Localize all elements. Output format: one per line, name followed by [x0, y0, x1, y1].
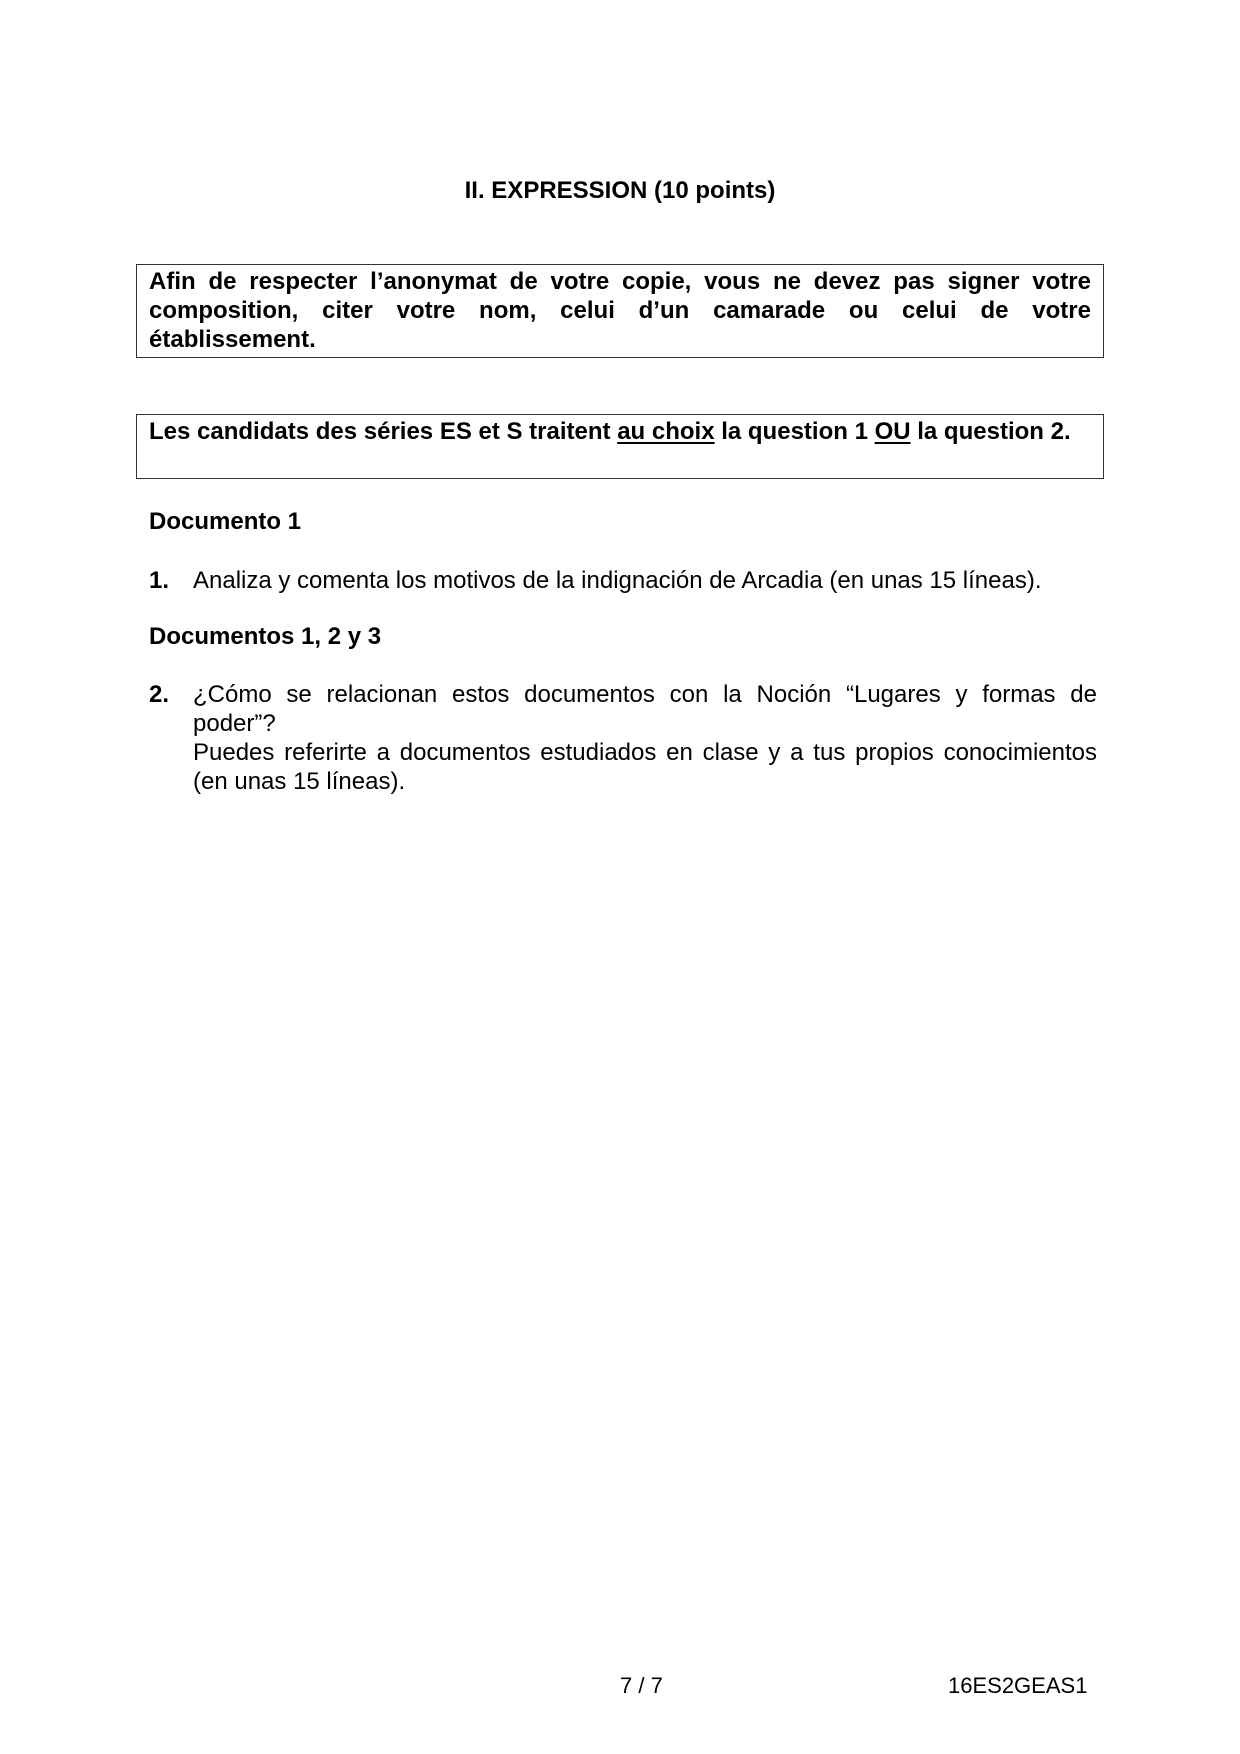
choice-text-part3: la question 2. [910, 418, 1071, 445]
choice-text-part1: Les candidats des séries ES et S traitent [149, 418, 618, 445]
question-choice-box [136, 414, 1104, 479]
question-2-followup: Puedes referirte a documentos estudiados en clase y a tus propios conocimientos (en unas 15 líneas). [193, 739, 1097, 795]
anonymity-notice-text: Afin de respecter l’anonymat de votre copie, vous ne devez pas signer votre composition, citer votre nom, celui d’un camarade ou celui de votre établissement. [149, 268, 1091, 353]
choice-underlined-au-choix: au choix [617, 418, 715, 445]
question-2-text: ¿Cómo se relacionan estos documentos con la Noción “Lugares y formas de poder”? [193, 681, 1097, 737]
question-1-number: 1. [149, 567, 170, 594]
anonymity-notice-box [136, 264, 1104, 358]
choice-underlined-ou: OU [874, 418, 911, 445]
choice-text-part2: la question 1 [714, 418, 875, 445]
page-number: 7 / 7 [620, 1673, 663, 1698]
question-1-text: Analiza y comenta los motivos de la indignación de Arcadia (en unas 15 líneas). [193, 567, 1042, 594]
section-title: II. EXPRESSION (10 points) [464, 177, 776, 204]
question-2-body [193, 680, 1097, 796]
document-heading-1: Documento 1 [149, 508, 302, 535]
document-heading-2: Documentos 1, 2 y 3 [149, 623, 382, 650]
question-2 [149, 680, 1097, 796]
question-2-number: 2. [149, 681, 170, 708]
exam-code: 16ES2GEAS1 [948, 1673, 1088, 1698]
question-1 [149, 566, 1097, 595]
